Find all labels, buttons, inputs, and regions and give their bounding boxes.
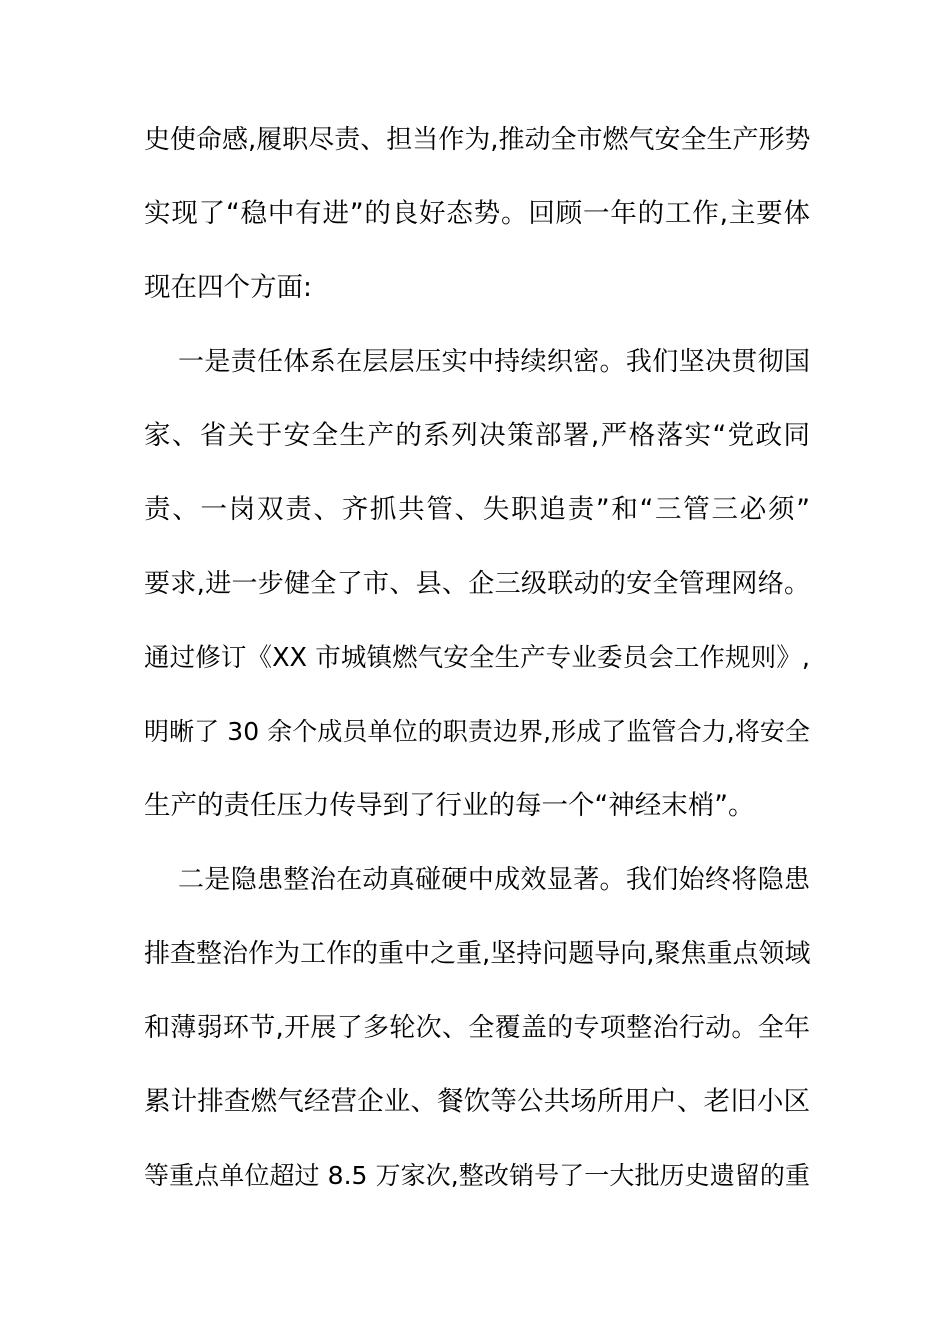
text-line: 实现了“稳中有进”的良好态势。回顾一年的工作,主要体 bbox=[144, 198, 810, 229]
text-line: 排查整治作为工作的重中之重,坚持问题导向,聚焦重点领域 bbox=[144, 939, 811, 969]
text-line: 生产的责任压力传导到了行业的每一个“神经末梢”。 bbox=[144, 790, 755, 821]
text-line: 明晰了 30 余个成员单位的职责边界,形成了监管合力,将安全 bbox=[144, 717, 810, 746]
text-line: 责、一岗双责、齐抓共管、失职追责”和“三管三必须” bbox=[144, 494, 810, 525]
paragraph-first-line: 一是责任体系在层层压实中持续织密。我们坚决贯彻国 bbox=[178, 347, 810, 377]
text-line: 要求,进一步健全了市、县、企三级联动的安全管理网络。 bbox=[144, 569, 810, 599]
text-line: 家、省关于安全生产的系列决策部署,严格落实“党政同 bbox=[144, 420, 810, 451]
text-line: 累计排查燃气经营企业、餐饮等公共场所用户、老旧小区 bbox=[144, 1086, 810, 1117]
text-line: 通过修订《XX 市城镇燃气安全生产专业委员会工作规则》, bbox=[144, 643, 810, 673]
text-line: 现在四个方面: bbox=[144, 272, 312, 303]
text-line: 等重点单位超过 8.5 万家次,整改销号了一大批历史遗留的重 bbox=[144, 1161, 810, 1190]
text-line: 和薄弱环节,开展了多轮次、全覆盖的专项整治行动。全年 bbox=[144, 1013, 810, 1043]
paragraph-first-line: 二是隐患整治在动真碰硬中成效显著。我们始终将隐患 bbox=[178, 865, 810, 895]
text-line: 史使命感,履职尽责、担当作为,推动全市燃气安全生产形势 bbox=[144, 125, 811, 155]
